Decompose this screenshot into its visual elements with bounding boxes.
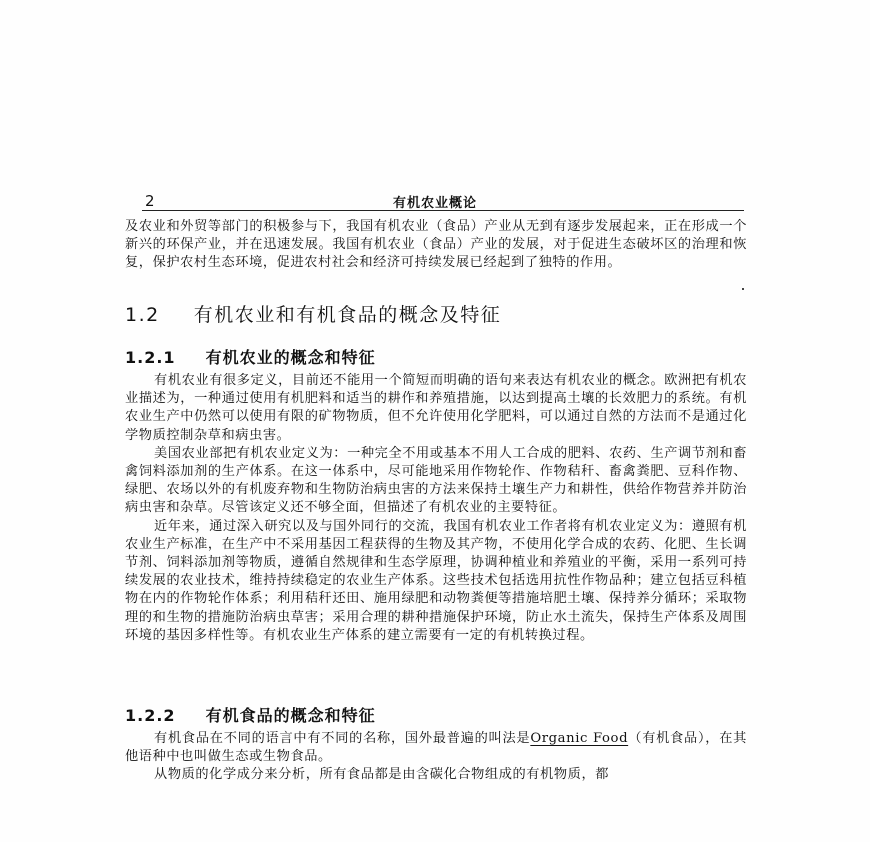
section-1-2-2-body — [125, 730, 747, 785]
paragraph-usda-definition: 美国农业部把有机农业定义为：一种完全不用或基本不用人工合成的肥料、农药、生产调节剂和畜禽饲料添加剂的生产体系。在这一体系中，尽可能地采用作物轮作、作物秸秆、畜禽粪肥、豆科作物、绿肥、农场以外的有机废弃物和生物防治病虫害的方法来保持土壤生产力和耕性，供给作物营养并防治病虫害和杂草。尽管该定义还不够全面，但描述了有机农业的主要特征。 — [125, 445, 747, 516]
section-1-2-heading — [125, 300, 501, 327]
header-rule — [142, 210, 744, 211]
section-number: 1.2 — [125, 304, 160, 326]
term-organic-food: Organic Food — [530, 731, 629, 746]
section-title: 有机农业和有机食品的概念及特征 — [193, 304, 502, 326]
section-1-2-1-body — [125, 372, 747, 645]
section-1-2-2-heading — [125, 703, 376, 726]
subsection-title: 有机农业的概念和特征 — [205, 348, 376, 367]
subsection-number: 1.2.2 — [125, 706, 176, 725]
paragraph-chemical-composition: 从物质的化学成分来分析，所有食品都是由含碳化合物组成的有机物质，都 — [154, 767, 610, 783]
section-1-2-1-heading — [125, 345, 376, 368]
intro-block — [125, 218, 747, 273]
subsection-title: 有机食品的概念和特征 — [205, 706, 376, 725]
subsection-number: 1.2.1 — [125, 348, 176, 367]
intro-paragraph: 及农业和外贸等部门的积极参与下，我国有机农业（食品）产业从无到有逐步发展起来，正在形成一个新兴的环保产业，并在迅速发展。我国有机农业（食品）产业的发展，对于促进生态破坏区的治理和恢复，保护农村生态环境，促进农村社会和经济可持续发展已经起到了独特的作用。 — [125, 219, 747, 271]
page-number: 2 — [145, 192, 155, 210]
text-before-term: 有机食品在不同的语言中有不同的名称，国外最普遍的叫法是 — [154, 731, 531, 746]
paragraph-europe-definition: 有机农业有很多定义，目前还不能用一个简短而明确的语句来表达有机农业的概念。欧洲把有机农业描述为，一种通过使用有机肥料和适当的耕作和养殖措施，以达到提高土壤的长效肥力的系统。有机农业生产中仍然可以使用有限的矿物物质，但不允许使用化学肥料，可以通过自然的方法而不是通过化学物质控制杂草和病虫害。 — [125, 373, 747, 443]
print-speck — [742, 288, 744, 290]
paragraph-organic-food-names — [125, 730, 747, 766]
running-title: 有机农业概论 — [393, 196, 478, 211]
paragraph-china-definition: 近年来，通过深入研究以及与国外同行的交流，我国有机农业工作者将有机农业定义为：遵照有机农业生产标准，在生产中不采用基因工程获得的生物及其产物，不使用化学合成的农药、化肥、生长调节剂、饲料添加剂等物质，遵循自然规律和生态学原理，协调种植业和养殖业的平衡，采用一系列可持续发展的农业技术，维持持续稳定的农业生产体系。这些技术包括选用抗性作物品种；建立包括豆科植物在内的作物轮作体系；利用秸秆还田、施用绿肥和动物粪便等措施培肥土壤、保持养分循环；采取物理的和生物的措施防治病虫草害；采用合理的耕种措施保护环境，防止水土流失，保持生产体系及周围环境的基因多样性等。有机农业生产体系的建立需要有一定的有机转换过程。 — [125, 518, 747, 643]
text-after-term: （有机食品），在其他语种中也叫做生态或生物食品。 — [125, 731, 747, 765]
